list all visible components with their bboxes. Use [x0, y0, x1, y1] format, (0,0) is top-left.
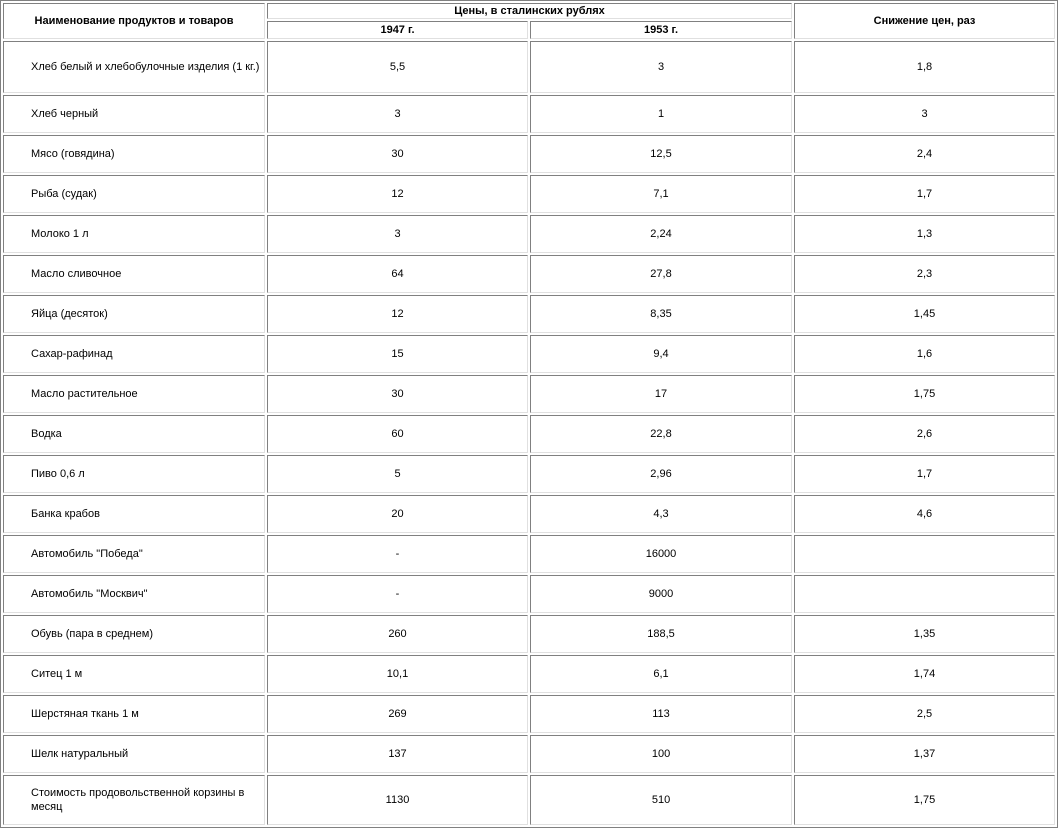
product-name-cell: Пиво 0,6 л: [3, 455, 265, 493]
product-name-cell: Хлеб черный: [3, 95, 265, 133]
price-1953-cell: 16000: [530, 535, 792, 573]
price-reduction-cell: 1,8: [794, 41, 1055, 93]
price-1947-cell: 5,5: [267, 41, 528, 93]
price-1947-cell: 137: [267, 735, 528, 773]
table-row: [3, 41, 1055, 93]
product-name-cell: Сахар-рафинад: [3, 335, 265, 373]
table-row: [3, 695, 1055, 733]
price-reduction-cell: 3: [794, 95, 1055, 133]
price-1947-cell: 12: [267, 295, 528, 333]
price-reduction-cell: 1,35: [794, 615, 1055, 653]
product-name-cell: Обувь (пара в среднем): [3, 615, 265, 653]
price-1947-cell: 30: [267, 135, 528, 173]
price-1947-cell: 260: [267, 615, 528, 653]
product-name-cell: Масло сливочное: [3, 255, 265, 293]
table-row: [3, 415, 1055, 453]
price-1947-cell: -: [267, 575, 528, 613]
price-1953-cell: 8,35: [530, 295, 792, 333]
product-name-cell: Ситец 1 м: [3, 655, 265, 693]
product-name-cell: Яйца (десяток): [3, 295, 265, 333]
price-1953-cell: 17: [530, 375, 792, 413]
product-name-cell: Масло растительное: [3, 375, 265, 413]
table-row: [3, 495, 1055, 533]
price-1953-cell: 3: [530, 41, 792, 93]
table-row: [3, 615, 1055, 653]
price-1953-cell: 510: [530, 775, 792, 825]
product-name-cell: Шерстяная ткань 1 м: [3, 695, 265, 733]
header-product-name: Наименование продуктов и товаров: [3, 3, 265, 39]
price-1947-cell: 10,1: [267, 655, 528, 693]
price-1947-cell: 60: [267, 415, 528, 453]
product-name-cell: Мясо (говядина): [3, 135, 265, 173]
price-1947-cell: 20: [267, 495, 528, 533]
header-year-1947: 1947 г.: [267, 21, 528, 39]
product-name-cell: Банка крабов: [3, 495, 265, 533]
price-reduction-cell: 1,75: [794, 375, 1055, 413]
header-price-reduction: Снижение цен, раз: [794, 3, 1055, 39]
table-row: [3, 175, 1055, 213]
price-reduction-cell: 1,7: [794, 175, 1055, 213]
product-name-cell: Водка: [3, 415, 265, 453]
price-1953-cell: 2,96: [530, 455, 792, 493]
price-1947-cell: 5: [267, 455, 528, 493]
table-row: [3, 455, 1055, 493]
table-row: [3, 135, 1055, 173]
table-row: [3, 655, 1055, 693]
price-1947-cell: 3: [267, 95, 528, 133]
product-name-cell: Рыба (судак): [3, 175, 265, 213]
price-1953-cell: 100: [530, 735, 792, 773]
price-reduction-cell: 2,3: [794, 255, 1055, 293]
price-reduction-cell: 4,6: [794, 495, 1055, 533]
table-row: [3, 215, 1055, 253]
table-row: [3, 295, 1055, 333]
price-1947-cell: 15: [267, 335, 528, 373]
table-row: [3, 375, 1055, 413]
price-1947-cell: 64: [267, 255, 528, 293]
price-reduction-cell: [794, 535, 1055, 573]
table-row: [3, 535, 1055, 573]
price-1953-cell: 1: [530, 95, 792, 133]
header-prices-group: Цены, в сталинских рублях: [267, 3, 792, 19]
price-1947-cell: 1130: [267, 775, 528, 825]
price-1947-cell: -: [267, 535, 528, 573]
product-name-cell: Молоко 1 л: [3, 215, 265, 253]
table-row: [3, 575, 1055, 613]
price-reduction-cell: 1,75: [794, 775, 1055, 825]
price-reduction-cell: 2,6: [794, 415, 1055, 453]
table-row: [3, 335, 1055, 373]
price-1953-cell: 27,8: [530, 255, 792, 293]
price-reduction-cell: 2,5: [794, 695, 1055, 733]
header-year-1953: 1953 г.: [530, 21, 792, 39]
table-body: [3, 41, 1055, 825]
price-reduction-cell: 1,37: [794, 735, 1055, 773]
table-row: [3, 95, 1055, 133]
price-1947-cell: 269: [267, 695, 528, 733]
price-1953-cell: 7,1: [530, 175, 792, 213]
price-reduction-cell: 1,45: [794, 295, 1055, 333]
price-1953-cell: 6,1: [530, 655, 792, 693]
price-reduction-cell: 1,74: [794, 655, 1055, 693]
price-1953-cell: 2,24: [530, 215, 792, 253]
price-reduction-cell: 1,6: [794, 335, 1055, 373]
product-name-cell: Хлеб белый и хлебобулочные изделия (1 кг.): [3, 41, 265, 93]
table-row: [3, 255, 1055, 293]
table-row: [3, 775, 1055, 825]
price-1953-cell: 22,8: [530, 415, 792, 453]
price-1953-cell: 113: [530, 695, 792, 733]
price-1953-cell: 9,4: [530, 335, 792, 373]
price-reduction-cell: [794, 575, 1055, 613]
price-1953-cell: 12,5: [530, 135, 792, 173]
price-1947-cell: 30: [267, 375, 528, 413]
product-name-cell: Автомобиль "Победа": [3, 535, 265, 573]
price-1947-cell: 3: [267, 215, 528, 253]
product-name-cell: Шелк натуральный: [3, 735, 265, 773]
price-1947-cell: 12: [267, 175, 528, 213]
price-1953-cell: 188,5: [530, 615, 792, 653]
price-1953-cell: 4,3: [530, 495, 792, 533]
product-name-cell: Автомобиль "Москвич": [3, 575, 265, 613]
price-reduction-cell: 1,3: [794, 215, 1055, 253]
price-reduction-cell: 2,4: [794, 135, 1055, 173]
table-row: [3, 735, 1055, 773]
price-reduction-cell: 1,7: [794, 455, 1055, 493]
table-header: [3, 3, 1055, 39]
product-name-cell: Стоимость продовольственной корзины в месяц: [3, 775, 265, 825]
price-1953-cell: 9000: [530, 575, 792, 613]
